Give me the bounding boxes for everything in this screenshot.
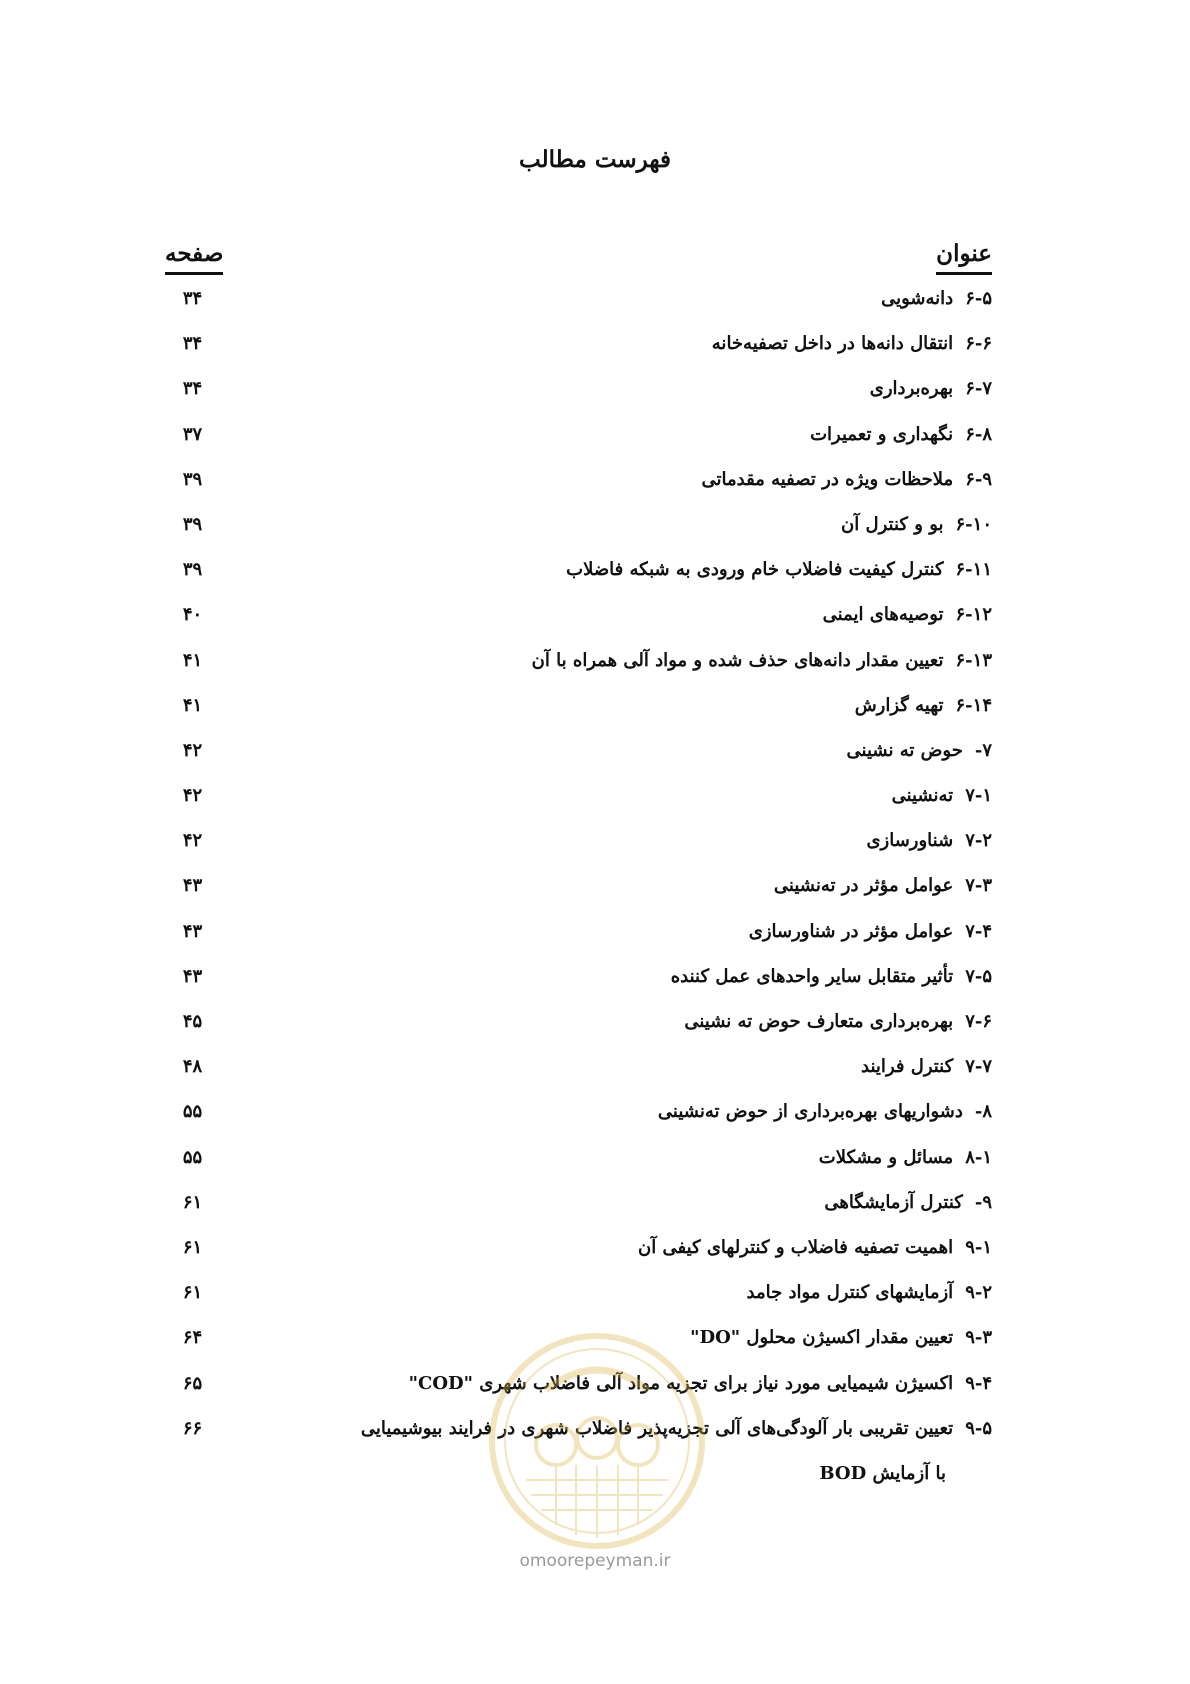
toc-page-number: ۳۹ bbox=[182, 513, 203, 535]
toc-entry bbox=[658, 1101, 992, 1123]
toc-page-number: ۵۵ bbox=[182, 1101, 203, 1123]
toc-entry-title: تهیه گزارش bbox=[854, 694, 944, 716]
toc-entry-number: ۷-۷ bbox=[965, 1056, 992, 1078]
toc-entry-number: ۷-۶ bbox=[965, 1011, 992, 1032]
toc-page-number: ۴۱ bbox=[182, 694, 203, 716]
toc-entry-number: ۶-۱۰ bbox=[955, 513, 992, 535]
toc-row bbox=[0, 1001, 1190, 1046]
toc-entry-number: ۶-۸ bbox=[965, 423, 992, 445]
column-header-page: صفحه bbox=[165, 240, 223, 275]
toc-entry-number: ۶-۷ bbox=[965, 378, 992, 400]
toc-entry bbox=[638, 1237, 992, 1259]
toc-page-number: ۳۴ bbox=[182, 288, 203, 309]
toc-row bbox=[0, 1046, 1190, 1091]
toc-page-number: ۴۲ bbox=[182, 785, 203, 807]
toc-entry bbox=[861, 1056, 992, 1078]
toc-entry-number: ۹-۴ bbox=[965, 1372, 992, 1394]
toc-entry-title: آزمایشهای کنترل مواد جامد bbox=[746, 1282, 954, 1304]
toc-row bbox=[0, 1091, 1190, 1136]
toc-page-number: ۴۲ bbox=[182, 830, 203, 852]
toc-row bbox=[0, 730, 1190, 775]
toc-entry bbox=[892, 785, 992, 807]
toc-entry bbox=[712, 333, 992, 355]
toc-entry bbox=[702, 469, 993, 491]
toc-row bbox=[0, 911, 1190, 956]
seal-logo-icon bbox=[486, 1330, 708, 1552]
toc-entry bbox=[532, 650, 992, 672]
toc-entry bbox=[810, 424, 992, 446]
toc-page-number: ۴۳ bbox=[182, 965, 203, 987]
toc-page-number: ۳۴ bbox=[182, 378, 203, 400]
toc-entry bbox=[749, 921, 992, 943]
toc-entry-title: مسائل و مشکلات bbox=[818, 1146, 954, 1168]
toc-entry bbox=[824, 1192, 992, 1214]
toc-entry-title: انتقال دانه‌ها در داخل تصفیه‌خانه bbox=[711, 333, 954, 355]
toc-entry-title: ته‌نشینی bbox=[891, 785, 954, 807]
toc-page-number: ۴۱ bbox=[182, 649, 203, 671]
toc-page-number: ۶۱ bbox=[182, 1236, 203, 1258]
toc-row bbox=[0, 1227, 1190, 1272]
toc-entry bbox=[819, 1147, 992, 1169]
toc-page-number: ۶۴ bbox=[182, 1327, 203, 1349]
toc-entry bbox=[870, 378, 992, 400]
toc-entry-number: ۹-۳ bbox=[965, 1327, 992, 1349]
toc-entry-title: نگهداری و تعمیرات bbox=[810, 423, 954, 445]
toc-entry-title: دانه‌شویی bbox=[881, 288, 954, 309]
toc-entry-title: بو و کنترل آن bbox=[841, 513, 944, 535]
watermark-site: omoorepeyman.ir bbox=[519, 1551, 671, 1571]
toc-row bbox=[0, 820, 1190, 865]
page-title: فهرست مطالب bbox=[519, 146, 671, 173]
toc-entry-number: ۹-۲ bbox=[965, 1282, 992, 1304]
toc-entry-number: ۶-۱۲ bbox=[955, 604, 992, 626]
toc-page-number: ۴۳ bbox=[182, 920, 203, 942]
toc-page-number: ۴۵ bbox=[182, 1011, 203, 1032]
toc-page-number: ۳۹ bbox=[182, 559, 203, 581]
column-header-title: عنوان bbox=[936, 240, 992, 275]
toc-entry-title: تعیین مقدار اکسیژن محلول "DO" bbox=[690, 1327, 954, 1349]
toc-entry-title: تأثیر متقابل سایر واحدهای عمل کننده bbox=[670, 965, 954, 987]
toc-entry-number: ۷- bbox=[974, 739, 992, 761]
toc-row bbox=[0, 594, 1190, 639]
toc-page-number: ۶۱ bbox=[182, 1191, 203, 1213]
toc-row bbox=[0, 549, 1190, 594]
toc-entry-number: ۷-۱ bbox=[965, 785, 992, 807]
toc-entry bbox=[684, 1011, 992, 1033]
toc-page-number: ۵۵ bbox=[182, 1146, 203, 1168]
toc-entry-number: ۷-۵ bbox=[965, 965, 992, 987]
toc-row bbox=[0, 956, 1190, 1001]
toc-entry-number: ۹- bbox=[974, 1191, 992, 1213]
toc-row bbox=[0, 368, 1190, 413]
toc-entry bbox=[566, 559, 992, 581]
toc-entry bbox=[866, 830, 992, 852]
toc-entry bbox=[855, 695, 992, 717]
toc-entry-title: اکسیژن شیمیایی مورد نیاز برای تجزیه مواد آلی فاضلاب شهری "COD" bbox=[408, 1372, 954, 1394]
toc-row bbox=[0, 278, 1190, 323]
toc-row bbox=[0, 640, 1190, 685]
toc-entry-title: کنترل آزمایشگاهی bbox=[824, 1191, 963, 1213]
toc-entry-number: ۷-۳ bbox=[965, 875, 992, 897]
toc-entry-number: ۸- bbox=[974, 1101, 992, 1123]
toc-row bbox=[0, 1137, 1190, 1182]
toc-entry-number: ۶-۶ bbox=[965, 333, 992, 355]
toc-entry-number: ۷-۴ bbox=[965, 920, 992, 942]
toc-entry bbox=[841, 514, 992, 536]
toc-entry bbox=[690, 1327, 992, 1349]
toc-entry-title: کنترل فرایند bbox=[861, 1056, 954, 1078]
toc-row bbox=[0, 685, 1190, 730]
toc-page-number: ۴۲ bbox=[182, 739, 203, 761]
toc-entry-title: ملاحظات ویژه در تصفیه مقدماتی bbox=[701, 468, 954, 490]
toc-page-number: ۳۴ bbox=[182, 333, 203, 355]
toc-entry-title: بهره‌برداری متعارف حوض ته نشینی bbox=[684, 1011, 954, 1032]
toc-entry-number: ۶-۹ bbox=[965, 468, 992, 490]
toc-entry-title: حوض ته نشینی bbox=[846, 739, 963, 761]
toc-page-number: ۶۵ bbox=[182, 1372, 203, 1394]
toc-entry-title: شناورسازی bbox=[866, 830, 954, 852]
toc-entry-title: کنترل کیفیت فاضلاب خام ورودی به شبکه فاضلاب bbox=[566, 559, 944, 581]
toc-row bbox=[0, 414, 1190, 459]
toc-page-number: ۴۳ bbox=[182, 875, 203, 897]
toc-entry-title: عوامل مؤثر در شناورسازی bbox=[748, 920, 954, 942]
toc-entry-number: ۶-۱۳ bbox=[955, 649, 992, 671]
toc-entry-title: تعیین مقدار دانه‌های حذف شده و مواد آلی همراه با آن bbox=[531, 649, 944, 671]
toc-page-number: ۴۰ bbox=[182, 604, 203, 626]
toc-entry bbox=[823, 604, 992, 626]
toc-entry-number: ۹-۱ bbox=[965, 1236, 992, 1258]
toc-page-number: ۶۶ bbox=[182, 1417, 203, 1439]
toc-row bbox=[0, 504, 1190, 549]
toc-page-number: ۳۷ bbox=[182, 423, 203, 445]
toc-entry bbox=[881, 288, 992, 310]
toc-entry-title: دشواریهای بهره‌برداری از حوض ته‌نشینی bbox=[657, 1101, 963, 1123]
toc-entry bbox=[847, 740, 992, 762]
toc-row bbox=[0, 323, 1190, 368]
toc-page-number: ۳۹ bbox=[182, 468, 203, 490]
toc-entry-number: ۶-۱۴ bbox=[955, 694, 992, 716]
toc-entry-title: تعیین تقریبی بار آلودگی‌های آلی تجزیه‌پذیر فاضلاب شهری در فرایند بیوشیمیایی bbox=[360, 1417, 954, 1439]
toc-row bbox=[0, 1272, 1190, 1317]
toc-entry-number: ۹-۵ bbox=[965, 1417, 992, 1439]
toc-entry bbox=[774, 875, 992, 897]
table-of-contents bbox=[0, 278, 1190, 1498]
toc-page-number: ۴۸ bbox=[182, 1056, 203, 1078]
toc-entry bbox=[671, 966, 992, 988]
toc-page-number: ۶۱ bbox=[182, 1282, 203, 1304]
toc-entry-title: بهره‌برداری bbox=[869, 378, 954, 400]
toc-entry-number: ۷-۲ bbox=[965, 830, 992, 852]
toc-entry-title: عوامل مؤثر در ته‌نشینی bbox=[773, 875, 954, 897]
toc-entry-number: ۶-۱۱ bbox=[955, 559, 992, 581]
toc-row bbox=[0, 865, 1190, 910]
toc-entry bbox=[747, 1282, 992, 1304]
toc-entry-title: توصیه‌های ایمنی bbox=[822, 604, 944, 626]
toc-entry-title: اهمیت تصفیه فاضلاب و کنترلهای کیفی آن bbox=[637, 1236, 954, 1258]
toc-entry-title-continued: با آزمایش BOD bbox=[819, 1462, 946, 1484]
toc-row bbox=[0, 459, 1190, 504]
toc-row bbox=[0, 1182, 1190, 1227]
toc-row bbox=[0, 775, 1190, 820]
toc-entry-number: ۶-۵ bbox=[965, 288, 992, 309]
toc-entry-number: ۸-۱ bbox=[965, 1146, 992, 1168]
